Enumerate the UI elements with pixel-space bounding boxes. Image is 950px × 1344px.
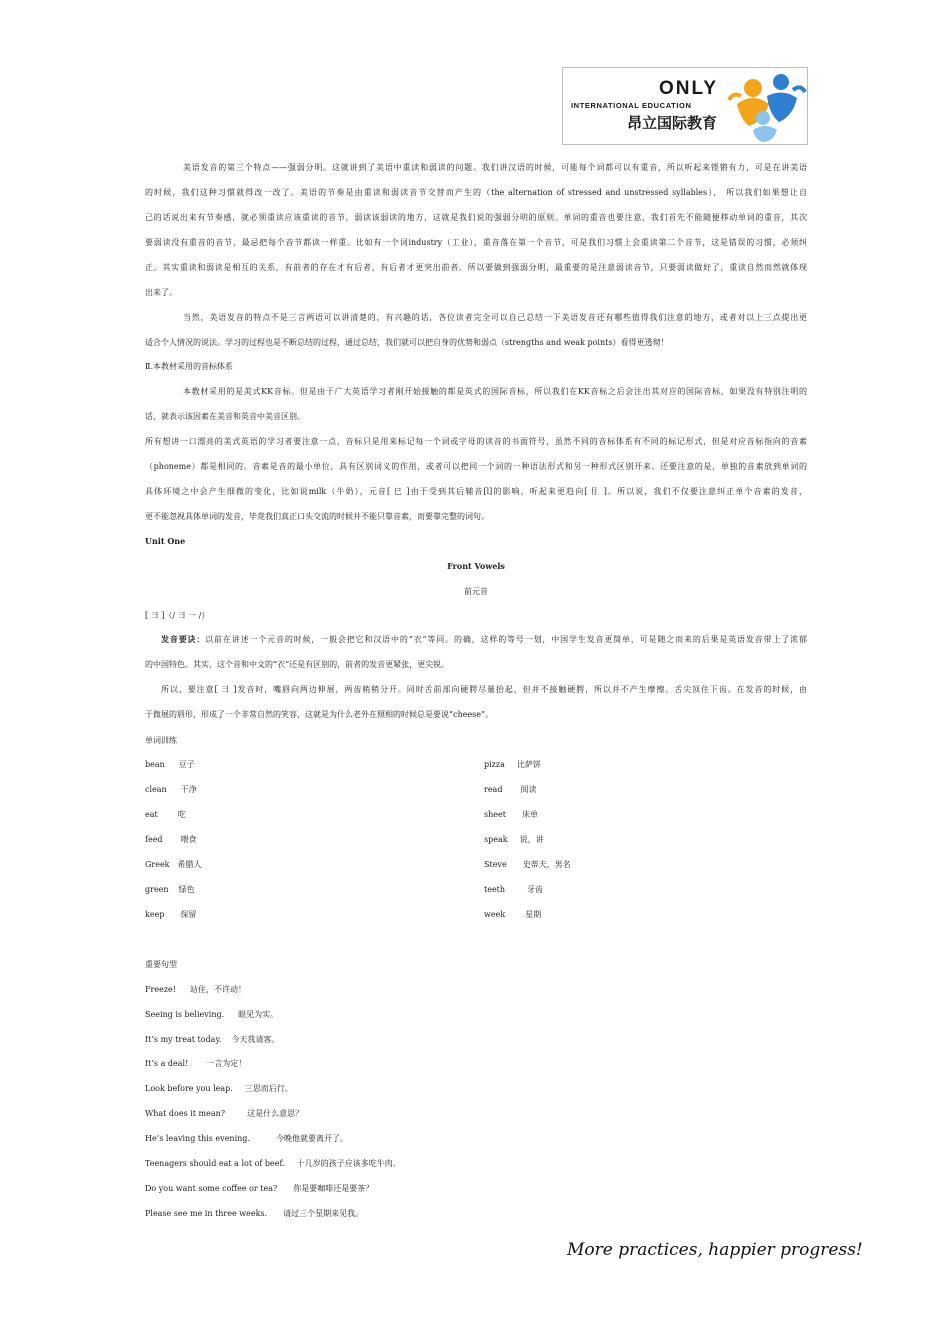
para4-line2: （phoneme）都是相同的。音素是音的最小单位，具有区别词义的作用，或者可以把同一个词的一种语法形式和另一种形式区别开来。还要注意的是，单独的音素放到单词的: [145, 462, 807, 471]
word-en: clean: [145, 785, 167, 794]
sentence-item: [145, 1034, 279, 1046]
section-heading-phonetic-system: Ⅱ.本教材采用的音标体系: [145, 362, 233, 371]
front-vowels-title: Front Vowels: [447, 561, 505, 571]
word-item: [484, 909, 541, 921]
para3-line2: 话，就表示该因素在美音和英音中美音区别。: [145, 412, 305, 421]
word-zh: 阅读: [520, 785, 537, 794]
word-zh: 牙齿: [527, 885, 544, 894]
phonetic-symbol-line: [ ⺕ ]（/ ⺕ ⼀ /）: [145, 611, 210, 620]
para5-line2: 的中国特色。其实，这个音和中文的“衣”还是有区别的，前者的发音更紧张，更尖锐。: [145, 660, 450, 669]
sentence-en: He’s leaving this evening.: [145, 1134, 250, 1143]
para1-line3: 己的话说出来有节奏感，就必须重读应该重读的音节，弱读该弱读的地方，这就是我们说的强弱分明的原则。单词的重音也要注意，我们首先不能随便移动单词的重音，其次: [145, 213, 807, 222]
sentence-item: [145, 1108, 303, 1120]
word-zh: 吃: [177, 810, 186, 819]
word-en: eat: [145, 810, 158, 819]
para1-line5: 正。其实重读和弱读是相互的关系，有前者的存在才有后者，有后者才更突出前者。所以要做到强弱分明，最重要的是注意弱读音节，只要弱读做好了，重读自然而然就体现: [145, 263, 807, 272]
word-zh: 说，讲: [519, 835, 544, 844]
sentence-zh: 你是要咖啡还是要茶？: [293, 1184, 374, 1193]
word-item: [484, 759, 541, 771]
sentence-zh: 眼见为实。: [238, 1010, 279, 1019]
sentence-item: [145, 1058, 246, 1070]
word-item: [145, 884, 195, 896]
para4-line1: 所有想讲一口漂亮的美式英语的学习者要注意一点，音标只是用来标记每一个词或字母的读音的书面符号，虽然不同的音标体系有不同的标记形式，但是对应音标指向的音素: [145, 437, 807, 446]
sentence-en: It’s a deal!: [145, 1059, 189, 1068]
logo-subtitle: INTERNATIONAL EDUCATION: [571, 101, 692, 110]
word-item: [484, 834, 544, 846]
word-zh: 干净: [180, 785, 197, 794]
word-en: keep: [145, 910, 165, 919]
sentence-item: [145, 1208, 363, 1220]
sentence-en: What does it mean?: [145, 1109, 226, 1118]
footer-slogan: More practices, happier progress!: [567, 1240, 863, 1260]
word-zh: 绿色: [178, 885, 195, 894]
sentence-en: Teenagers should eat a lot of beef.: [145, 1159, 285, 1168]
sentence-zh: 今天我请客。: [231, 1035, 280, 1044]
sentence-en: It’s my treat today.: [145, 1035, 222, 1044]
word-en: teeth: [484, 885, 506, 894]
word-item: [484, 884, 543, 896]
word-zh: 希腊人: [177, 860, 202, 869]
word-en: read: [484, 785, 503, 794]
sentence-zh: 请过三个星期来见我。: [283, 1209, 364, 1218]
para6-line2: 于微展的唇形，形成了一个非常自然的笑容，这就是为什么老外在照相的时候总是要说“cheese”。: [145, 710, 494, 719]
sentence-item: [145, 984, 246, 996]
word-zh: 喂食: [180, 835, 197, 844]
word-en: week: [484, 910, 506, 919]
word-item: [145, 859, 202, 871]
word-zh: 星期: [525, 910, 542, 919]
word-en: feed: [145, 835, 163, 844]
para2-line2: 适合个人情况的说法。学习的过程也是不断总结的过程，通过总结，我们就可以把自身的优势和弱点（strengths and weak points）看得更透彻！: [145, 338, 669, 347]
sentence-zh: 三思而后行。: [244, 1084, 293, 1093]
sentence-en: Please see me in three weeks.: [145, 1209, 268, 1218]
word-zh: 豆子: [178, 760, 195, 769]
para3-line1: 本教材采用的是美式KK音标。但是由于广大英语学习者刚开始接触的都是英式的国际音标，所以我们在KK音标之后会注出其对应的国际音标，如果没有特别注明的: [183, 387, 807, 396]
word-item: [484, 784, 536, 796]
para1-line2: 的时候，我们这种习惯就得改一改了。美语的节奏是由重读和弱读音节交替而产生的（the alternation of stressed and unstressed syllables）， 所以我们如果想让自: [145, 188, 807, 197]
sentence-heading: 重要句型: [145, 960, 177, 969]
sentence-item: [145, 1133, 348, 1145]
para5-line1: [145, 627, 807, 652]
logo-figures-icon: [723, 70, 807, 144]
word-zh: 床单: [521, 810, 538, 819]
word-en: bean: [145, 760, 165, 769]
sentence-en: Look before you leap.: [145, 1084, 233, 1093]
word-zh: 比萨饼: [516, 760, 541, 769]
pronunciation-tip-label: 发音要诀：: [161, 634, 206, 644]
word-en: Steve: [484, 860, 507, 869]
para1-line4: 要弱读没有重音的音节，最忌把每个音节都读一样重。比如有一个词industry（工业），重音落在第一个音节，可是我们习惯上会重读第二个音节，这是错误的习惯，必须纠: [145, 238, 807, 247]
word-en: pizza: [484, 760, 505, 769]
sentence-zh: 这是什么意思？: [247, 1109, 304, 1118]
sentence-zh: 今晚他就要离开了。: [275, 1134, 348, 1143]
word-zh: 保留: [180, 910, 197, 919]
sentence-zh: 站住，不许动！: [190, 985, 247, 994]
word-training-heading: 单词训练: [145, 736, 177, 745]
para2-line1: 当然，美语发音的特点不是三言两语可以讲清楚的，有兴趣的话，各位读者完全可以自己总结一下美语发音还有哪些值得我们注意的地方，或者对以上三点提出更: [183, 313, 807, 322]
front-vowels-chinese-title: 前元音: [464, 587, 488, 596]
word-en: speak: [484, 835, 508, 844]
sentence-item: [145, 1183, 373, 1195]
word-en: Greek: [145, 860, 170, 869]
para1-line6: 出来了。: [145, 288, 177, 297]
word-item: [145, 784, 197, 796]
sentence-en: Seeing is believing.: [145, 1010, 225, 1019]
only-education-logo: [562, 67, 808, 145]
word-item: [484, 859, 571, 871]
para4-line3: 具体环境之中会产生细微的变化，比如说milk（牛奶），元音[ ⺒ ]由于受到其后辅音[l]的影响，听起来更趋向[ ⺝ ]。所以说，我们不仅要注意纠正单个音素的发音，: [145, 487, 807, 496]
word-item: [145, 809, 186, 821]
word-item: [145, 909, 196, 921]
sentence-en: Freeze!: [145, 985, 177, 994]
para4-line4: 更不能忽视具体单词的发音，毕竟我们真正口头交流的时候并不能只靠音素，而要靠完整的词句。: [145, 512, 489, 521]
sentence-item: [145, 1158, 401, 1170]
word-en: sheet: [484, 810, 506, 819]
unit-title: Unit One: [145, 536, 186, 546]
sentence-zh: 十几岁的孩子应该多吃牛肉。: [296, 1159, 401, 1168]
logo-brand-text: ONLY: [659, 78, 719, 99]
sentence-item: [145, 1009, 278, 1021]
word-zh: 史蒂夫，男名: [522, 860, 571, 869]
word-item: [145, 834, 197, 846]
para6-line1: 所以，要注意[ ⺕ ]发音时，嘴唇向两边伸展，两齿稍稍分开。同时舌前部向硬腭尽量抬起，但并不接触硬腭，所以并不产生摩擦。舌尖顶住下齿。在发音的时候，由: [161, 685, 807, 694]
word-en: green: [145, 885, 169, 894]
word-item: [145, 759, 195, 771]
sentence-en: Do you want some coffee or tea?: [145, 1184, 278, 1193]
para1-line1: 美语发音的第三个特点——强弱分明。这就讲到了美语中重读和弱读的问题。我们讲汉语的时候，可能每个词都可以有重音，所以听起来铿锵有力，可是在讲美语: [183, 163, 807, 172]
sentence-zh: 一言为定！: [206, 1059, 247, 1068]
logo-chinese-name: 昂立国际教育: [627, 114, 718, 132]
word-item: [484, 809, 538, 821]
sentence-item: [145, 1083, 293, 1095]
para5-line1-text: 以前在讲述一个元音的时候，一般会把它和汉语中的“衣”等同。的确，这样的等号一划，中国学生发音更简单，可是随之而来的后果是英语发音带上了浓郁: [205, 635, 807, 644]
